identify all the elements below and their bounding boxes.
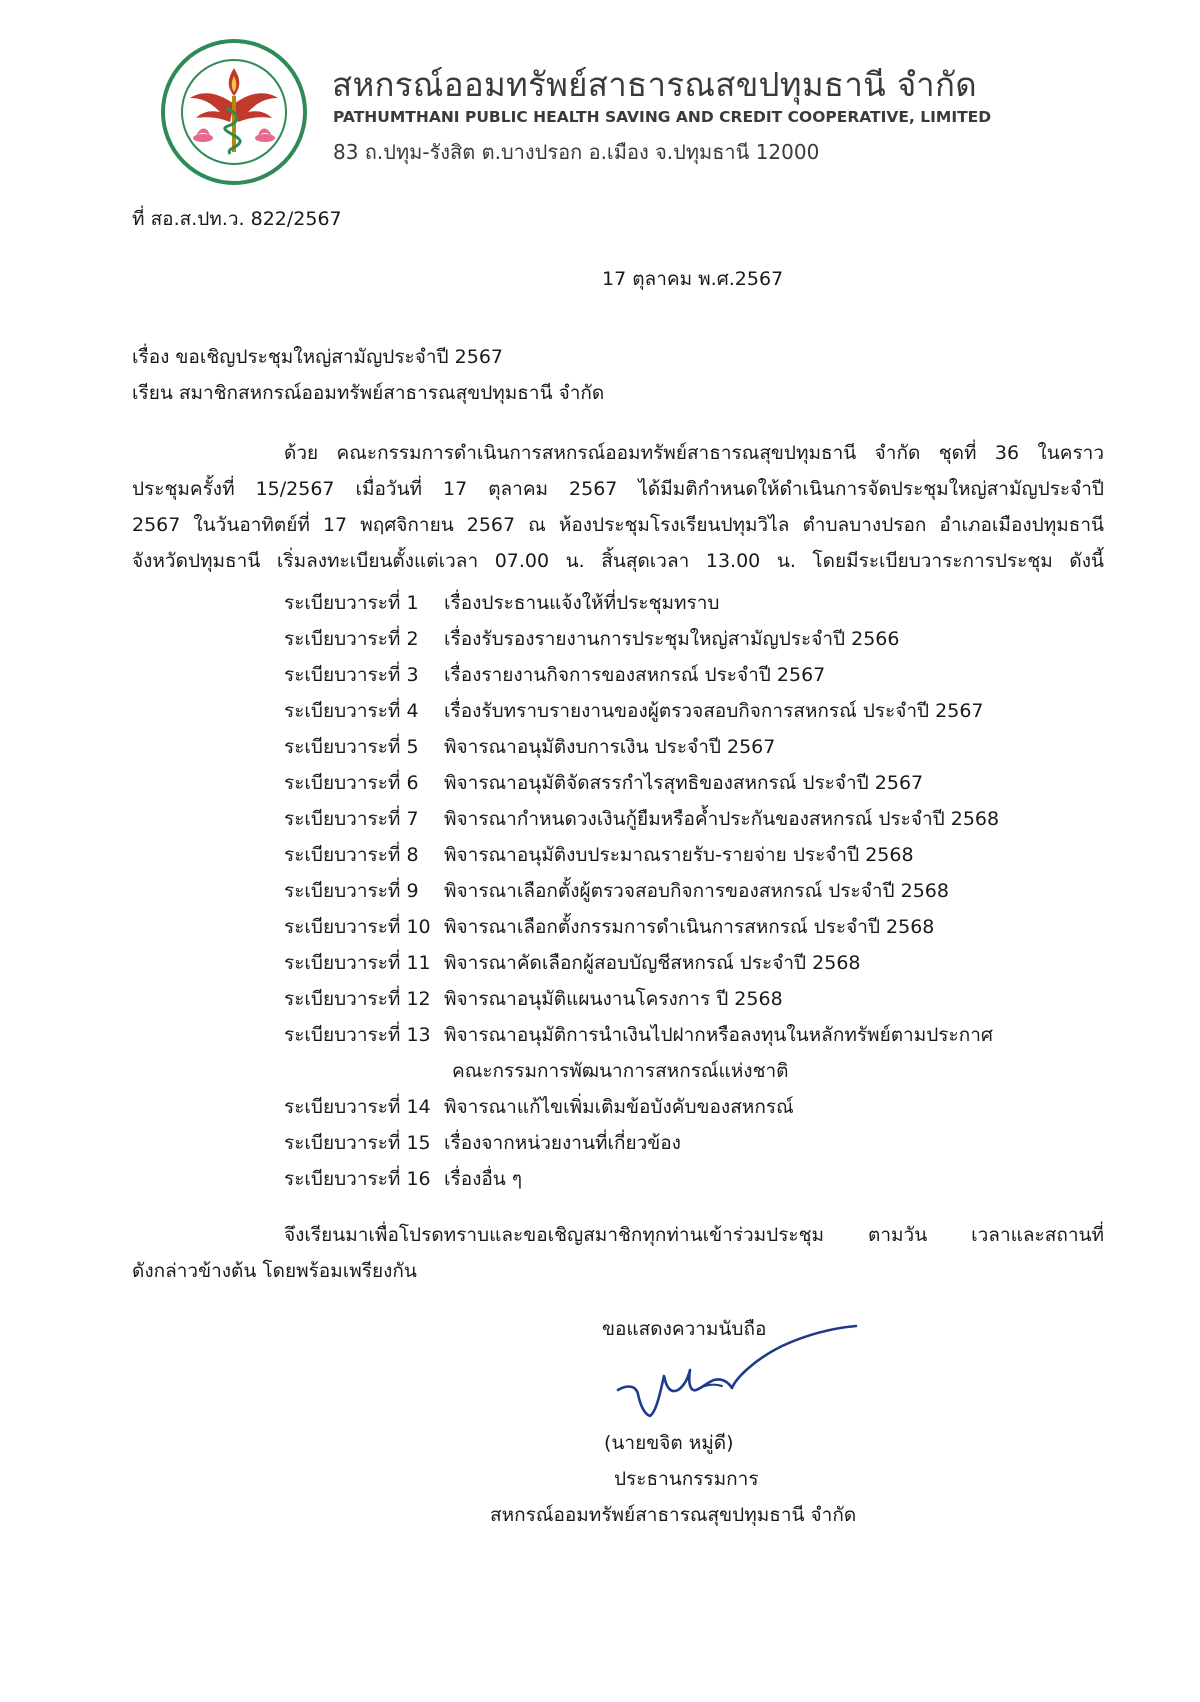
body-line: 2567 ในวันอาทิตย์ที่ 17 พฤศจิกายน 2567 ณ ห้องประชุมโรงเรียนปทุมวิไล ตำบลบางปรอก อำเภอเมืองปทุมธานี: [132, 514, 1104, 536]
signer-organization: สหกรณ์ออมทรัพย์สาธารณสุขปทุมธานี จำกัด: [490, 1504, 857, 1526]
agenda-text: พิจารณากำหนดวงเงินกู้ยืมหรือค้ำประกันของสหกรณ์ ประจำปี 2568: [444, 808, 1000, 830]
agenda-text: เรื่องจากหน่วยงานที่เกี่ยวข้อง: [444, 1132, 681, 1154]
agenda-text: พิจารณาอนุมัติงบประมาณรายรับ-รายจ่าย ประจำปี 2568: [444, 844, 914, 866]
agenda-text: เรื่องรับรองรายงานการประชุมใหญ่สามัญประจำปี 2566: [444, 628, 900, 650]
agenda-text: พิจารณาคัดเลือกผู้สอบบัญชีสหกรณ์ ประจำปี 2568: [444, 952, 861, 974]
agenda-item: [284, 1022, 993, 1048]
body-line: ด้วย คณะกรรมการดำเนินการสหกรณ์ออมทรัพย์สาธารณสุขปทุมธานี จำกัด ชุดที่ 36 ในคราว: [284, 442, 1104, 464]
agenda-item: [284, 662, 825, 688]
agenda-item: [284, 914, 934, 940]
signer-title: ประธานกรรมการ: [614, 1468, 759, 1490]
agenda-number: ระเบียบวาระที่ 9: [284, 880, 419, 902]
agenda-text: พิจารณาเลือกตั้งกรรมการดำเนินการสหกรณ์ ประจำปี 2568: [444, 916, 935, 938]
agenda-item: [284, 986, 783, 1012]
agenda-number: ระเบียบวาระที่ 6: [284, 772, 419, 794]
cooperative-seal-logo: [160, 38, 308, 186]
agenda-item: [284, 698, 984, 724]
closing-line: จึงเรียนมาเพื่อโปรดทราบและขอเชิญสมาชิกทุกท่านเข้าร่วมประชุม ตามวัน เวลาและสถานที่: [284, 1224, 1104, 1246]
agenda-number: ระเบียบวาระที่ 5: [284, 736, 419, 758]
agenda-item: [284, 950, 861, 976]
agenda-number: ระเบียบวาระที่ 7: [284, 808, 419, 830]
agenda-item: [284, 734, 775, 760]
signer-name: (นายขจิต หมู่ดี): [604, 1432, 734, 1454]
agenda-text: พิจารณาอนุมัติแผนงานโครงการ ปี 2568: [444, 988, 783, 1010]
agenda-number: ระเบียบวาระที่ 8: [284, 844, 419, 866]
agenda-item: [284, 878, 949, 904]
agenda-text: เรื่องรายงานกิจการของสหกรณ์ ประจำปี 2567: [444, 664, 826, 686]
agenda-text: พิจารณาแก้ไขเพิ่มเติมข้อบังคับของสหกรณ์: [444, 1096, 794, 1118]
agenda-text: พิจารณาอนุมัติการนำเงินไปฝากหรือลงทุนในหลักทรัพย์ตามประกาศ: [444, 1024, 993, 1046]
agenda-number: ระเบียบวาระที่ 10: [284, 916, 431, 938]
agenda-item: [284, 1094, 794, 1120]
agenda-item: [284, 842, 914, 868]
agenda-item: [284, 770, 923, 796]
org-address: 83 ถ.ปทุม-รังสิต ต.บางปรอก อ.เมือง จ.ปทุมธานี 12000: [333, 140, 820, 164]
agenda-number: ระเบียบวาระที่ 4: [284, 700, 419, 722]
agenda-text: เรื่องรับทราบรายงานของผู้ตรวจสอบกิจการสหกรณ์ ประจำปี 2567: [444, 700, 984, 722]
agenda-continuation: คณะกรรมการพัฒนาการสหกรณ์แห่งชาติ: [452, 1060, 789, 1082]
body-line: จังหวัดปทุมธานี เริ่มลงทะเบียนตั้งแต่เวลา 07.00 น. สิ้นสุดเวลา 13.00 น. โดยมีระเบียบวาระการประชุม ดังนี้: [132, 550, 1104, 572]
agenda-text: เรื่องอื่น ๆ: [444, 1168, 523, 1190]
org-name-english: PATHUMTHANI PUBLIC HEALTH SAVING AND CREDIT COOPERATIVE, LIMITED: [333, 108, 992, 126]
agenda-item: [284, 590, 719, 616]
letter-date: 17 ตุลาคม พ.ศ.2567: [602, 268, 784, 290]
agenda-item: [284, 626, 899, 652]
agenda-text: พิจารณาอนุมัติจัดสรรกำไรสุทธิของสหกรณ์ ประจำปี 2567: [444, 772, 924, 794]
reference-number: ที่ สอ.ส.ปท.ว. 822/2567: [132, 208, 342, 230]
agenda-number: ระเบียบวาระที่ 12: [284, 988, 431, 1010]
agenda-text: พิจารณาเลือกตั้งผู้ตรวจสอบกิจการของสหกรณ์ ประจำปี 2568: [444, 880, 949, 902]
handwritten-signature: [604, 1320, 864, 1430]
agenda-number: ระเบียบวาระที่ 13: [284, 1024, 431, 1046]
agenda-number: ระเบียบวาระที่ 11: [284, 952, 431, 974]
closing-regards: ขอแสดงความนับถือ: [602, 1318, 767, 1340]
closing-line: ดังกล่าวข้างต้น โดยพร้อมเพรียงกัน: [132, 1260, 417, 1282]
org-name-thai: สหกรณ์ออมทรัพย์สาธารณสขปทุมธานี จำกัด: [332, 65, 978, 104]
agenda-item: [284, 1130, 681, 1156]
agenda-number: ระเบียบวาระที่ 3: [284, 664, 419, 686]
agenda-text: พิจารณาอนุมัติงบการเงิน ประจำปี 2567: [444, 736, 776, 758]
letter-salutation: เรียน สมาชิกสหกรณ์ออมทรัพย์สาธารณสุขปทุมธานี จำกัด: [132, 382, 605, 404]
agenda-item: [284, 1166, 522, 1192]
letter-subject: เรื่อง ขอเชิญประชุมใหญ่สามัญประจำปี 2567: [132, 346, 503, 368]
agenda-number: ระเบียบวาระที่ 1: [284, 592, 419, 614]
agenda-number: ระเบียบวาระที่ 2: [284, 628, 419, 650]
agenda-text: เรื่องประธานแจ้งให้ที่ประชุมทราบ: [444, 592, 720, 614]
body-line: ประชุมครั้งที่ 15/2567 เมื่อวันที่ 17 ตุลาคม 2567 ได้มีมติกำหนดให้ดำเนินการจัดประชุมใหญ่สามัญประจำปี: [132, 478, 1104, 500]
agenda-number: ระเบียบวาระที่ 14: [284, 1096, 431, 1118]
agenda-item: [284, 806, 999, 832]
agenda-number: ระเบียบวาระที่ 16: [284, 1168, 431, 1190]
agenda-number: ระเบียบวาระที่ 15: [284, 1132, 431, 1154]
